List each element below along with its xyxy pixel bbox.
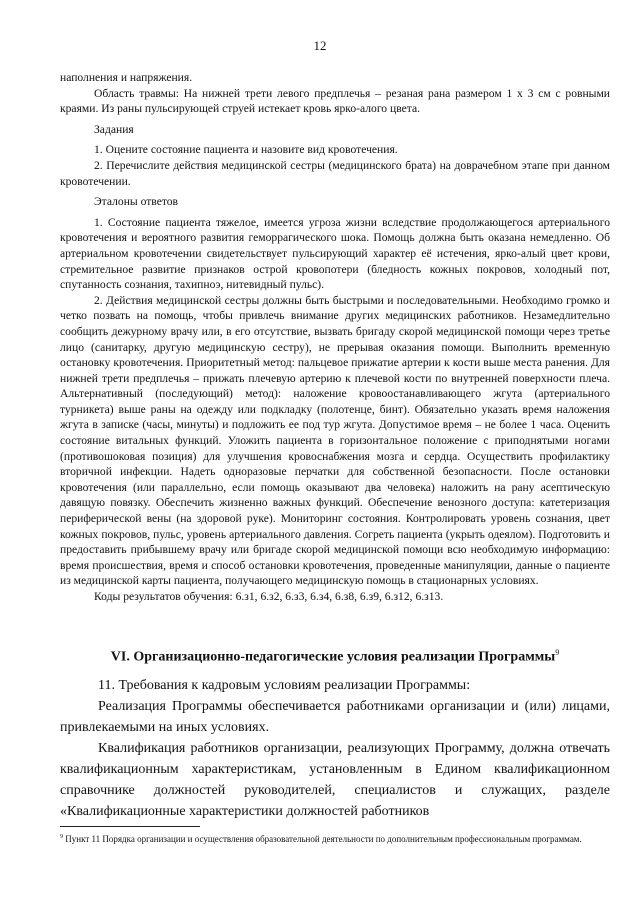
answers-label: Эталоны ответов [94, 195, 179, 209]
tasks-label: Задания [94, 122, 134, 136]
paragraph-injury-area: Область травмы: На нижней трети левого предплечья – резаная рана размером 1 х 3 см с ровными краями. Из раны пульсирующей струей истекает кровь ярко-алого цвета. [60, 86, 610, 116]
paragraph-realization: Реализация Программы обеспечивается работниками организации и (или) лицами, привлекаемыми на иных условиях. [60, 699, 610, 735]
answer-item-1: 1. Состояние пациента тяжелое, имеется угроза жизни вследствие продолжающегося артериального кровотечения и вероятного развития геморрагического шока. Помощь должна быть оказана немедленно. Об артериальном кровотечении свидетельствует пульсирующий характер её истечения, ярко-алый цвет крови, стремительное развитие признаков острой кровопотери (бледность кожных покровов, холодный пот, спутанность сознания, тахипноэ, нитевидный пульс). [60, 215, 610, 292]
section-heading-text: VI. Организационно-педагогические условия реализации Программы [110, 649, 556, 665]
task-item-2: 2. Перечислите действия медицинской сестры (медицинского брата) на доврачебном этапе при данном кровотечении. [60, 158, 610, 188]
section-heading [60, 648, 610, 666]
footnote-mark: 9 [60, 834, 63, 840]
footnote-text: Пункт 11 Порядка организации и осуществления образовательной деятельности по дополнительным профессиональным программам. [63, 834, 582, 844]
page-number: 12 [313, 38, 327, 53]
answer-item-2: 2. Действия медицинской сестры должны быть быстрыми и последовательными. Необходимо громко и четко позвать на помощь, чтобы привлечь внимание других медицинских работников. Незамедлительно сообщить дежурному врачу или, в его отсутствие, вызвать бригаду скорой медицинской помощи через третье лицо (санитарку, другую медицинскую сестру), не прерывая оказания помощи. Выполнить временную остановку кровотечения. Приоритетный метод: пальцевое прижатие артерии к кости выше места ранения. Для нижней трети предплечья – прижать плечевую артерию к плечевой кости по внутренней поверхности плеча. Альтернативный (последующий) метод): наложение кровоостанавливающего жгута (артериального турникета) выше раны на одежду или подкладку (полотенце, бинт). Обязательно указать время наложения жгута в записке (часы, минуты) и подложить ее под тур жгута. Допустимое время – не более 1 часа. Оценить состояние витальных функций. Уложить пациента в горизонтальное положение с приподнятыми ногами (противошоковая позиция) для улучшения кровоснабжения мозга и сердца. Осуществить профилактику вторичной инфекции. Надеть одноразовые перчатки для собственной безопасности. После остановки кровотечения (или параллельно, если помощь оказывают два человека) наложить на рану асептическую давящую повязку. Обеспечить жизненно важных функций. Обеспечение венозного доступа: катетеризация периферической вены (на здоровой руке). Мониторинг состояния. Контролировать уровень сознания, цвет кожных покровов, пульс, уровень артериального давления. Согреть пациента (укрыть одеялом). Подготовить и предоставить прибывшему врачу или бригаде скорой медицинской помощи всю необходимую информацию: время происшествия, время и способ остановки кровотечения, проведенные манипуляции, данные о пациенте из медицинской карты пациента, получающего медицинскую помощь в стационарных условиях. [60, 293, 610, 588]
paragraph-continuation: наполнения и напряжения. [60, 71, 193, 84]
footnote-ref-9[interactable]: 9 [555, 648, 560, 657]
section-body [60, 675, 610, 822]
case-study-block [60, 70, 610, 605]
paragraph-qualification: Квалификация работников организации, реализующих Программу, должна отвечать квалификационным характеристикам, установленным в Едином квалификационном справочнике должностей руководителей, специалистов и служащих, разделе «Квалификационные характеристики должностей работников [60, 741, 610, 819]
requirement-11: 11. Требования к кадровым условиям реализации Программы: [98, 678, 471, 693]
footnote-divider [60, 826, 200, 827]
task-item-1: 1. Оцените состояние пациента и назовите вид кровотечения. [94, 143, 398, 157]
learning-codes: Коды результатов обучения: 6.з1, 6.з2, 6.з3, 6.з4, 6.з8, 6.з9, 6.з12, 6.з13. [94, 590, 444, 603]
footnote [60, 830, 610, 846]
